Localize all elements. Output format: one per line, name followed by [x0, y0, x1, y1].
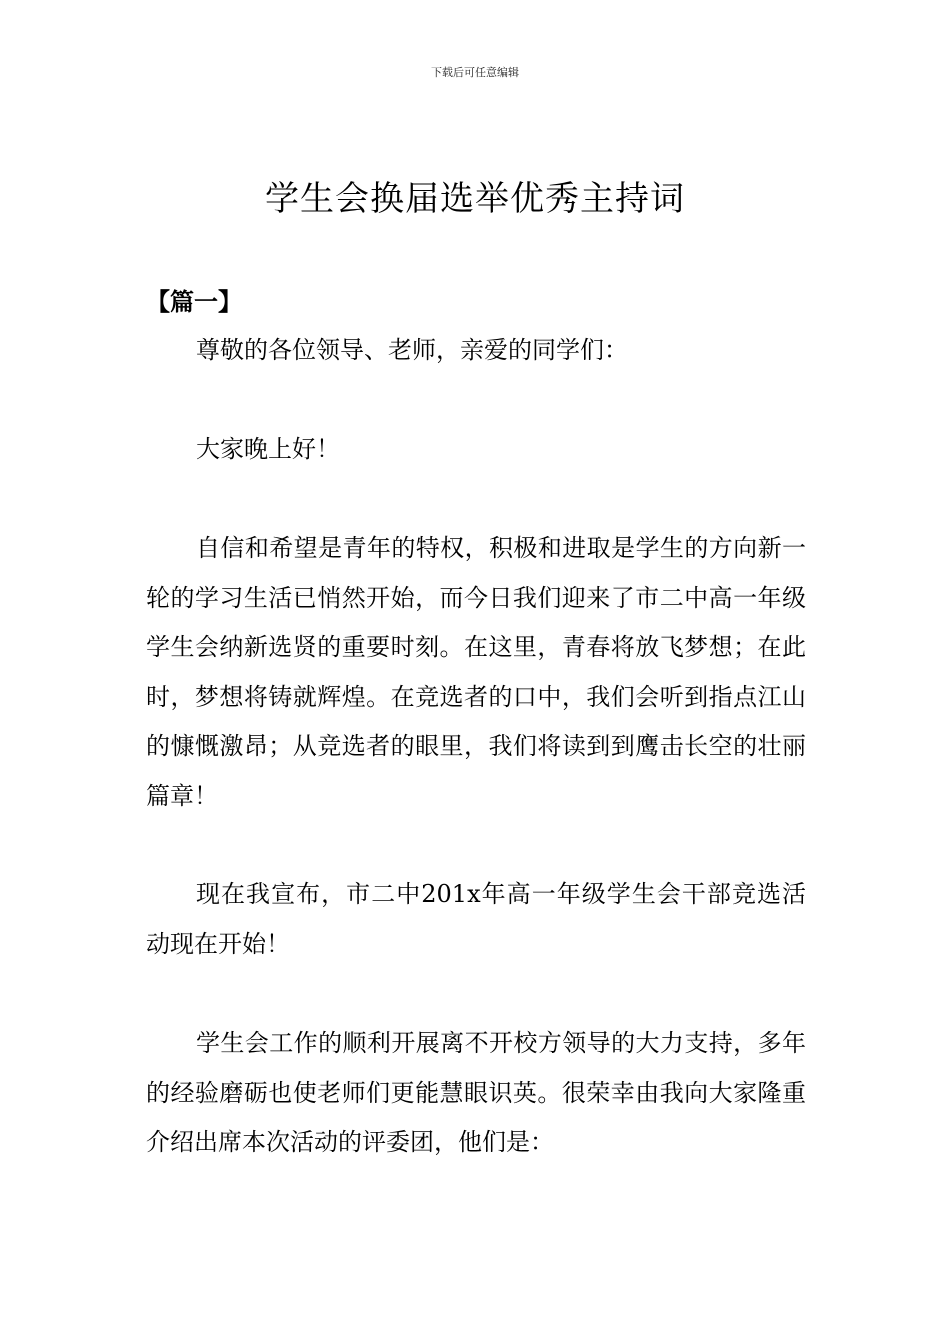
paragraph-announcement: 现在我宣布，市二中201x年高一年级学生会干部竞选活动现在开始！ [146, 880, 806, 958]
header-note: 下载后可任意编辑 [431, 66, 519, 79]
paragraph-greeting: 尊敬的各位领导、老师，亲爱的同学们： [196, 336, 628, 364]
paragraph-opening: 自信和希望是青年的特权，积极和进取是学生的方向新一轮的学习生活已悄然开始，而今日我们迎来了市二中高一年级学生会纳新选贤的重要时刻。在这里，青春将放飞梦想；在此时，梦想将铸就辉煌。在竞选者的口中，我们会听到指点江山的慷慨激昂；从竞选者的眼里，我们将读到到鹰击长空的壮丽篇章！ [146, 534, 806, 810]
paragraph-judges-intro: 学生会工作的顺利开展离不开校方领导的大力支持，多年的经验磨砺也使老师们更能慧眼识英。很荣幸由我向大家隆重介绍出席本次活动的评委团，他们是： [146, 1029, 806, 1157]
document-title: 学生会换届选举优秀主持词 [265, 179, 685, 219]
paragraph-good-evening: 大家晚上好！ [196, 435, 340, 463]
section-label: 【篇一】 [146, 287, 242, 316]
